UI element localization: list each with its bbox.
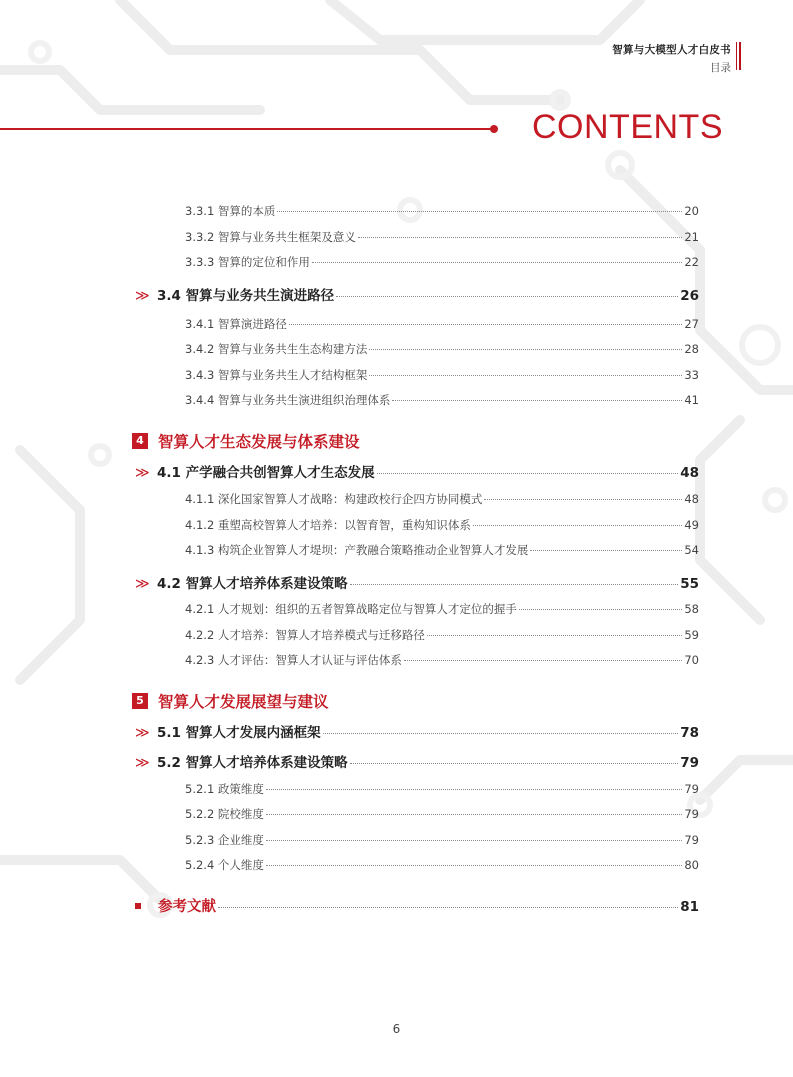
header-accent-bar: [739, 42, 741, 70]
toc-page-number: 81: [680, 899, 699, 915]
toc-entry-label: 5.2.3 企业维度: [185, 833, 264, 847]
dot-leader: [369, 375, 682, 376]
toc-entry-label: 5.2 智算人才培养体系建设策略: [157, 755, 348, 771]
toc-entry-label: 3.3.3 智算的定位和作用: [185, 255, 310, 269]
dot-leader: [266, 840, 682, 841]
toc-page-number: 21: [684, 230, 699, 244]
chapter-title: 智算人才发展展望与建议: [158, 693, 329, 711]
chapter-heading[interactable]: [132, 430, 360, 452]
toc-section-entry[interactable]: [135, 721, 699, 741]
toc-subsection-entry[interactable]: [185, 781, 699, 797]
chapter-title: 智算人才生态发展与体系建设: [158, 433, 360, 451]
toc-section-entry[interactable]: [135, 751, 699, 771]
double-chevron-icon: ≫: [135, 755, 150, 771]
toc-entry-label: 4.1.1 深化国家智算人才战略：构建政校行企四方协同模式: [185, 492, 483, 506]
toc-entry-label: 5.2.1 政策维度: [185, 782, 264, 796]
toc-entry-label: 4.1.3 构筑企业智算人才堤坝：产教融合策略推动企业智算人才发展: [185, 543, 529, 557]
double-chevron-icon: ≫: [135, 725, 150, 741]
square-bullet-icon: [135, 903, 141, 909]
toc-subsection-entry[interactable]: [185, 806, 699, 822]
chapter-number-badge: 4: [132, 433, 148, 449]
dot-leader: [358, 237, 682, 238]
toc-page-number: 55: [680, 576, 699, 592]
toc-page-number: 26: [680, 288, 699, 304]
toc-entry-label: 参考文献: [158, 899, 216, 915]
dot-leader: [369, 349, 682, 350]
toc-page-number: 28: [684, 342, 699, 356]
double-chevron-icon: ≫: [135, 465, 150, 481]
toc-subsection-entry[interactable]: [185, 341, 699, 357]
toc-subsection-entry[interactable]: [185, 491, 699, 507]
toc-page-number: 78: [680, 725, 699, 741]
toc-subsection-entry[interactable]: [185, 367, 699, 383]
dot-leader: [484, 499, 682, 500]
title-rule: [0, 128, 492, 130]
toc-entry-label: 5.1 智算人才发展内涵框架: [157, 725, 321, 741]
dot-leader: [350, 763, 679, 764]
toc-page-number: 58: [684, 602, 699, 616]
running-header: [612, 42, 731, 75]
toc-page-number: 79: [684, 833, 699, 847]
toc-page-number: 33: [684, 368, 699, 382]
toc-entry-label: 3.4.4 智算与业务共生演进组织治理体系: [185, 393, 391, 407]
page-number: 6: [392, 1022, 401, 1036]
dot-leader: [519, 609, 682, 610]
dot-leader: [377, 473, 679, 474]
header-title: 智算与大模型人才白皮书: [612, 44, 731, 56]
toc-page-number: 80: [684, 858, 699, 872]
toc-page-number: 27: [684, 317, 699, 331]
double-chevron-icon: ≫: [135, 576, 150, 592]
toc-page-number: 79: [680, 755, 699, 771]
toc-page-number: 79: [684, 807, 699, 821]
dot-leader: [266, 814, 682, 815]
dot-leader: [427, 635, 682, 636]
toc-subsection-entry[interactable]: [185, 392, 699, 408]
toc-entry-label: 4.2.3 人才评估：智算人才认证与评估体系: [185, 653, 402, 667]
toc-page-number: 20: [684, 204, 699, 218]
toc-page-number: 41: [684, 393, 699, 407]
toc-page-number: 59: [684, 628, 699, 642]
toc-entry-label: 4.1 产学融合共创智算人才生态发展: [157, 465, 375, 481]
contents-title: CONTENTS: [532, 108, 723, 146]
toc-page-number: 54: [684, 543, 699, 557]
toc-entry-label: 4.1.2 重塑高校智算人才培养：以智育智，重构知识体系: [185, 518, 471, 532]
toc-subsection-entry[interactable]: [185, 601, 699, 617]
toc-entry-label: 3.3.1 智算的本质: [185, 204, 276, 218]
dot-leader: [312, 262, 682, 263]
toc-page-number: 70: [684, 653, 699, 667]
toc-page-number: 49: [684, 518, 699, 532]
chapter-number-badge: 5: [132, 693, 148, 709]
toc-entry-label: 3.4.3 智算与业务共生人才结构框架: [185, 368, 368, 382]
dot-leader: [350, 584, 679, 585]
toc-section-entry[interactable]: [135, 461, 699, 481]
toc-entry-label: 3.4.2 智算与业务共生生态构建方法: [185, 342, 368, 356]
toc-subsection-entry[interactable]: [185, 254, 699, 270]
dot-leader: [404, 660, 682, 661]
dot-leader: [530, 550, 682, 551]
toc-entry-label: 5.2.4 个人维度: [185, 858, 264, 872]
toc-entry-label: 3.3.2 智算与业务共生框架及意义: [185, 230, 356, 244]
toc-subsection-entry[interactable]: [185, 517, 699, 533]
toc-entry-label: 4.2.1 人才规划：组织的五者智算战略定位与智算人才定位的握手: [185, 602, 517, 616]
header-subtitle: 目录: [710, 62, 731, 74]
dot-leader: [473, 525, 682, 526]
toc-subsection-entry[interactable]: [185, 229, 699, 245]
toc-entry-label: 3.4 智算与业务共生演进路径: [157, 288, 335, 304]
dot-leader: [277, 211, 682, 212]
toc-subsection-entry[interactable]: [185, 203, 699, 219]
toc-page-number: 48: [684, 492, 699, 506]
toc-subsection-entry[interactable]: [185, 627, 699, 643]
toc-entry-label: 4.2 智算人才培养体系建设策略: [157, 576, 348, 592]
dot-leader: [336, 296, 678, 297]
toc-entry-label: 5.2.2 院校维度: [185, 807, 264, 821]
toc-entry-label: 4.2.2 人才培养：智算人才培养模式与迁移路径: [185, 628, 425, 642]
header-accent-line: [736, 42, 737, 70]
dot-leader: [392, 400, 682, 401]
dot-leader: [266, 789, 682, 790]
chapter-heading[interactable]: [132, 690, 329, 712]
toc-page-number: 22: [684, 255, 699, 269]
toc-section-entry[interactable]: [135, 284, 699, 304]
toc-subsection-entry[interactable]: [185, 652, 699, 668]
toc-subsection-entry[interactable]: [185, 832, 699, 848]
toc-subsection-entry[interactable]: [185, 857, 699, 873]
title-rule-dot: [490, 125, 498, 133]
dot-leader: [218, 907, 678, 908]
toc-subsection-entry[interactable]: [185, 542, 699, 558]
dot-leader: [323, 733, 679, 734]
dot-leader: [289, 324, 682, 325]
toc-references-entry[interactable]: [135, 895, 699, 916]
toc-page-number: 79: [684, 782, 699, 796]
toc-page-number: 48: [680, 465, 699, 481]
toc-section-entry[interactable]: [135, 572, 699, 592]
dot-leader: [266, 865, 682, 866]
toc-subsection-entry[interactable]: [185, 316, 699, 332]
double-chevron-icon: ≫: [135, 288, 150, 304]
toc-entry-label: 3.4.1 智算演进路径: [185, 317, 287, 331]
